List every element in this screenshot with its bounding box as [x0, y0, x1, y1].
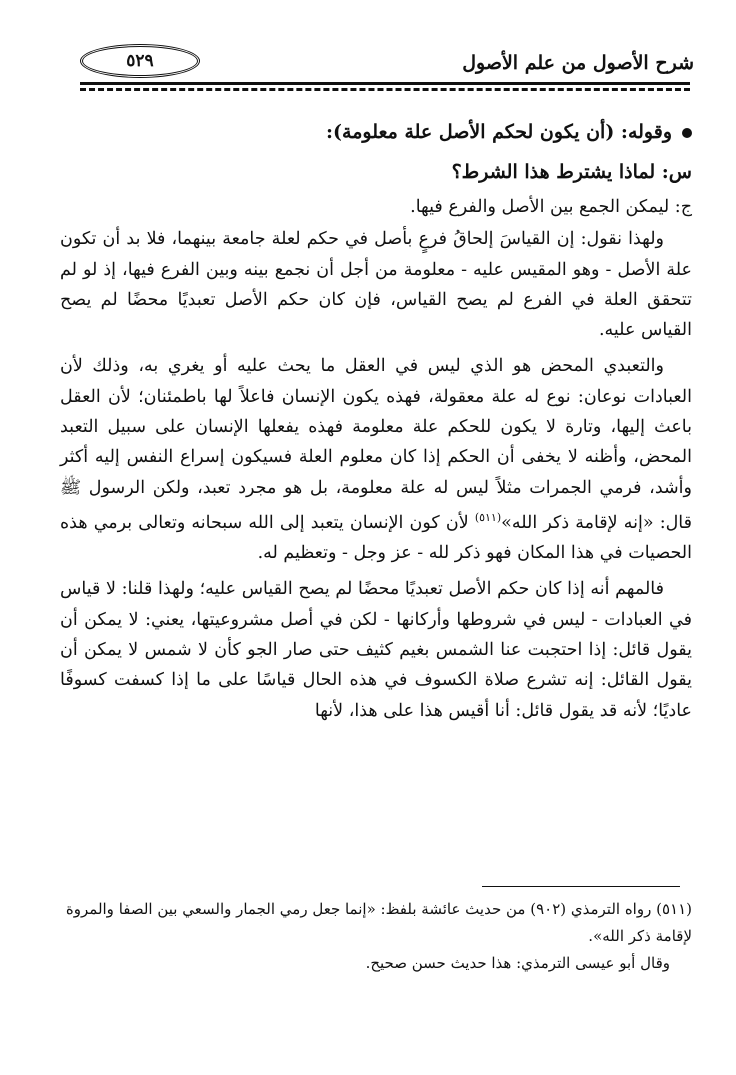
- footnote-ref-511[interactable]: (٥١١): [474, 510, 502, 524]
- paragraph-3: فالمهم أنه إذا كان حكم الأصل تعبديًا محضًا لم يصح القياس عليه؛ ولهذا قلنا: لا قياس في العبادات - ليس في شروطها وأركانها - لكن في أصل مشروعيتها، يعني: لا يمكن أن يقول قائل: إذا احتجبت عنا الشمس بغيم كثيف حتى صار الجو كأن لا شمس لا يمكن أن يقول القائل: إنه تشرع صلاة الكسوف في هذه الحال قياسًا على ما إذا كسفت كسوفًا عاديًا؛ لأنه قد يقول قائل: أنا أقيس هذا على هذا، لأنها: [60, 579, 692, 721]
- footnotes: [60, 896, 692, 977]
- section-heading-text: وقوله: (أن يكون لحكم الأصل علة معلومة):: [326, 121, 672, 143]
- paragraph-1: ولهذا نقول: إن القياسَ إلحاقُ فرعٍ بأصل في حكم لعلة جامعة بينهما، فلا بد أن تكون علة الأصل - وهو المقيس عليه - معلومة من أجل أن نجمع بينه وبين الفرع فيها، إذ لو لم تتحقق العلة في الفرع لم يصح القياس، فإن كان حكم الأصل تعبديًا محضًا لم يصح القياس عليه.: [60, 229, 692, 341]
- bullet-icon: [682, 128, 692, 138]
- section-heading: [60, 112, 692, 152]
- footnote-511-note: وقال أبو عيسى الترمذي: هذا حديث حسن صحيح.: [365, 954, 670, 972]
- header-dashed-rule: [80, 88, 690, 91]
- header-rule: [80, 82, 690, 85]
- page-header: [64, 30, 694, 90]
- answer: ج: ليمكن الجمع بين الأصل والفرع فيها.: [410, 197, 692, 217]
- paragraph-2-text-b: لأن كون الإنسان يتعبد إلى الله سبحانه وتعالى برمي هذه الحصيات في هذا المكان فهو ذكر لله - عز وجل - وتعظيم له.: [60, 512, 692, 564]
- footnote-divider: [482, 886, 680, 887]
- page-number-badge: [80, 44, 200, 78]
- paragraph-2: [60, 351, 692, 568]
- book-title: شرح الأصول من علم الأصول: [462, 52, 694, 74]
- question: س: لماذا يشترط هذا الشرط؟: [451, 161, 692, 183]
- page-number: ٥٢٩: [126, 51, 154, 71]
- main-text: [60, 112, 692, 726]
- paragraph-2-text-a: والتعبدي المحض هو الذي ليس في العقل ما يحث عليه أو يغري به، وذلك لأن العبادات نوعان: نوع له علة معقولة، فهذه يكون الإنسان فاعلاً لها باطمئنان؛ لأن العقل باعث إليها، وتارة لا يكون للحكم علة معلومة فهذه يفعلها الإنسان على سبيل التعبد المحض، وأظنه لا يخفى أن الحكم إذا كان معلوم العلة فسيكون إسراع النفس إليه أكثر وأشد، فرمي الجمرات مثلاً ليس له علة معلومة، بل هو مجرد تعبد، ولكن الرسول ﷺ قال: «إنه لإقامة ذكر الله»: [60, 356, 693, 533]
- footnote-511: (٥١١) رواه الترمذي (٩٠٢) من حديث عائشة بلفظ: «إنما جعل رمي الجمار والسعي بين الصفا والمروة لإقامة ذكر الله».: [65, 900, 692, 945]
